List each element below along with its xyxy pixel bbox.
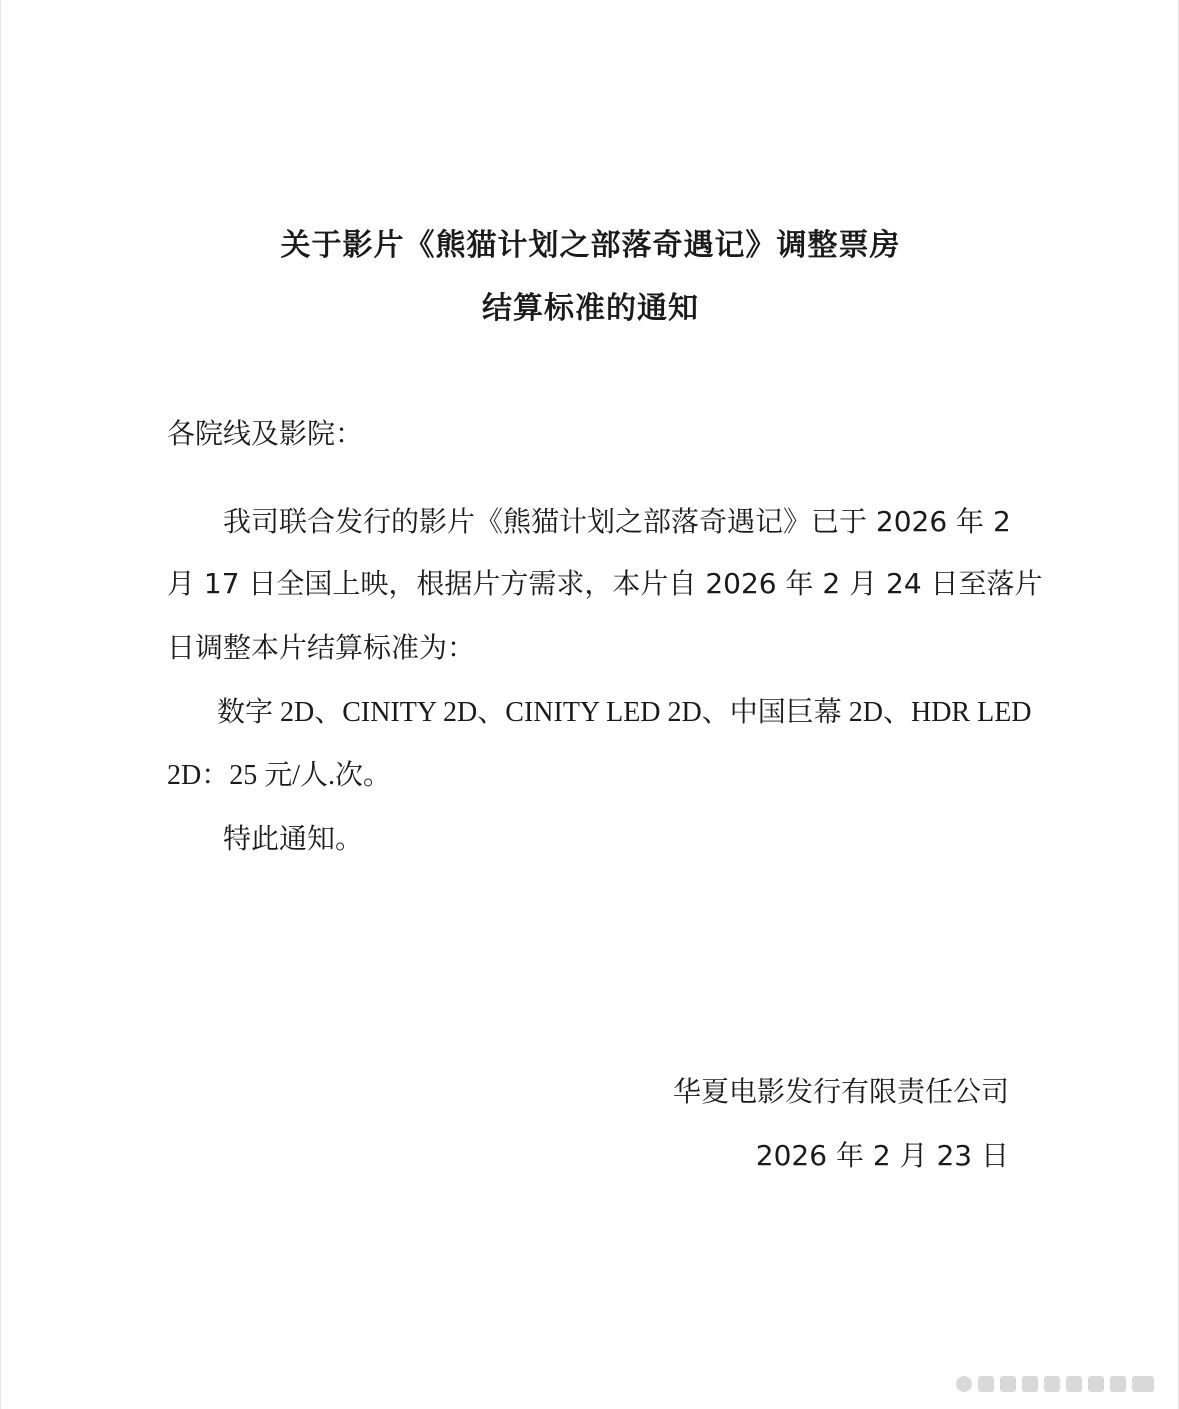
notice-title-line-2: 结算标准的通知 xyxy=(482,291,699,326)
issuer-signature: 华夏电影发行有限责任公司 xyxy=(672,1075,1009,1108)
body-paragraph-1-line-1: 我司联合发行的影片《熊猫计划之部落奇遇记》已于 2026 年 2 xyxy=(223,505,1011,538)
salutation: 各院线及影院： xyxy=(167,417,364,450)
issue-date: 2026 年 2 月 23 日 xyxy=(755,1139,1009,1172)
closing-remark: 特此通知。 xyxy=(223,822,364,855)
body-paragraph-1-line-3: 日调整本片结算标准为： xyxy=(167,631,476,664)
notice-title-line-1: 关于影片《熊猫计划之部落奇遇记》调整票房 xyxy=(280,228,901,263)
formats-paragraph-line-2: 2D：25 元/人.次。 xyxy=(167,760,392,791)
formats-paragraph-line-1: 数字 2D、CINITY 2D、CINITY LED 2D、中国巨幕 2D、HDR LED xyxy=(217,697,1032,728)
body-paragraph-1-line-2: 月 17 日全国上映，根据片方需求，本片自 2026 年 2 月 24 日至落片 xyxy=(167,567,1043,600)
watermark-logo xyxy=(954,1369,1164,1399)
